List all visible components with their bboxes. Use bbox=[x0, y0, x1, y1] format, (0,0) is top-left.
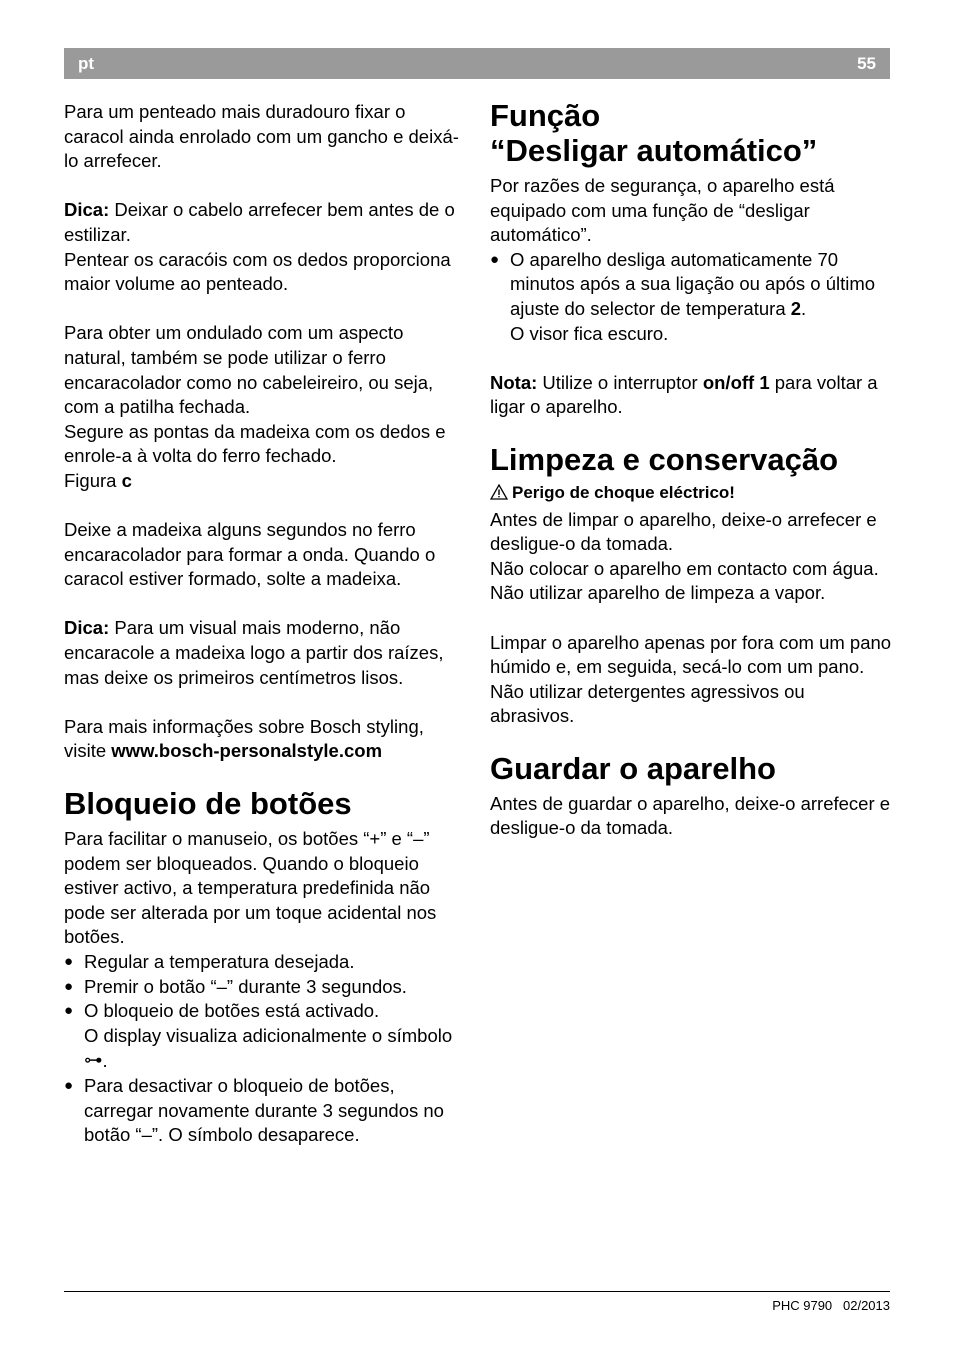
language-code: pt bbox=[78, 54, 95, 73]
paragraph: Deixe a madeixa alguns segundos no ferro encaracolador para formar a onda. Quando o caracol estiver formado, solte a madeixa. bbox=[64, 519, 436, 590]
page-number: 55 bbox=[857, 54, 876, 73]
auto-off-list bbox=[490, 248, 894, 346]
paragraph: Para um penteado mais duradouro fixar o caracol ainda enrolado com um gancho e deixá-lo arrefecer. bbox=[64, 101, 459, 172]
section-heading-cleaning: Limpeza e conservação bbox=[490, 441, 839, 477]
website-link[interactable]: www.bosch-personalstyle.com bbox=[111, 740, 383, 762]
footer-model-date: PHC 9790 02/2013 bbox=[772, 1298, 890, 1313]
warning-line: Perigo de choque eléctrico! bbox=[490, 481, 894, 508]
list-item: ● Regular a temperatura desejada. bbox=[64, 950, 466, 975]
note-paragraph: Nota: Utilize o interruptor on/off 1 para voltar a ligar o aparelho. bbox=[490, 371, 878, 418]
paragraph: Pentear os caracóis com os dedos proporciona maior volume ao penteado. bbox=[64, 248, 451, 295]
paragraph: Antes de guardar o aparelho, deixe-o arrefecer e desligue-o da tomada. bbox=[490, 792, 891, 839]
paragraph: Não utilizar aparelho de limpeza a vapor. bbox=[490, 582, 826, 604]
paragraph: Limpar o aparelho apenas por fora com um pano húmido e, em seguida, secá-lo com um pano. Não utilizar detergentes agressivos ou abrasivos. bbox=[490, 631, 892, 727]
key-icon: ⊶ bbox=[84, 1049, 103, 1071]
warning-icon bbox=[490, 483, 512, 508]
left-column bbox=[64, 100, 466, 1148]
list-item: ● O bloqueio de botões está activado. O display visualiza adicionalmente o símbolo ⊶. bbox=[64, 999, 466, 1074]
right-column bbox=[490, 100, 894, 841]
paragraph: Segure as pontas da madeixa com os dedos e enrole-a à volta do ferro fechado. bbox=[64, 420, 446, 467]
paragraph: Por razões de segurança, o aparelho está equipado com uma função de “desligar automático”. bbox=[490, 175, 835, 246]
paragraph: Antes de limpar o aparelho, deixe-o arrefecer e desligue-o da tomada. bbox=[490, 508, 877, 555]
paragraph: Para facilitar o manuseio, os botões “+” e “–” podem ser bloqueados. Quando o bloqueio estiver activo, a temperatura predefinida não pode ser alterada por um toque acidental nos botões. bbox=[64, 828, 437, 948]
list-item: ● Para desactivar o bloqueio de botões, carregar novamente durante 3 segundos no botão “–”. O símbolo desaparece. bbox=[64, 1074, 466, 1148]
tip-label: Dica: bbox=[64, 199, 110, 221]
tip-label: Dica: bbox=[64, 617, 110, 639]
section-heading-auto-off: Função “Desligar automático” bbox=[490, 98, 818, 168]
paragraph: Não colocar o aparelho em contacto com água. bbox=[490, 557, 879, 579]
footer-divider bbox=[64, 1291, 890, 1292]
section-heading-storage: Guardar o aparelho bbox=[490, 750, 776, 786]
note-label: Nota: bbox=[490, 371, 538, 393]
paragraph: Para obter um ondulado com um aspecto natural, também se pode utilizar o ferro encaracolador como no cabeleireiro, ou seja, com a patilha fechada. bbox=[64, 322, 434, 418]
lock-steps-list bbox=[64, 950, 466, 1148]
list-item: ● Premir o botão “–” durante 3 segundos. bbox=[64, 975, 466, 1000]
tip-paragraph: Dica: Deixar o cabelo arrefecer bem antes de o estilizar. bbox=[64, 199, 455, 245]
page-header-bar bbox=[64, 48, 890, 79]
figure-reference: Figura c bbox=[64, 469, 132, 491]
tip-paragraph: Dica: Para um visual mais moderno, não encaracole a madeixa logo a partir dos raízes, mas deixe os primeiros centímetros lisos. bbox=[64, 617, 444, 688]
paragraph: Para mais informações sobre Bosch styling, visite www.bosch-personalstyle.com bbox=[64, 715, 424, 762]
list-item: ● O aparelho desliga automaticamente 70 minutos após a sua ligação ou após o último ajuste do selector de temperatura 2. O visor fica escuro. bbox=[490, 248, 894, 346]
section-heading-button-lock: Bloqueio de botões bbox=[64, 786, 352, 822]
